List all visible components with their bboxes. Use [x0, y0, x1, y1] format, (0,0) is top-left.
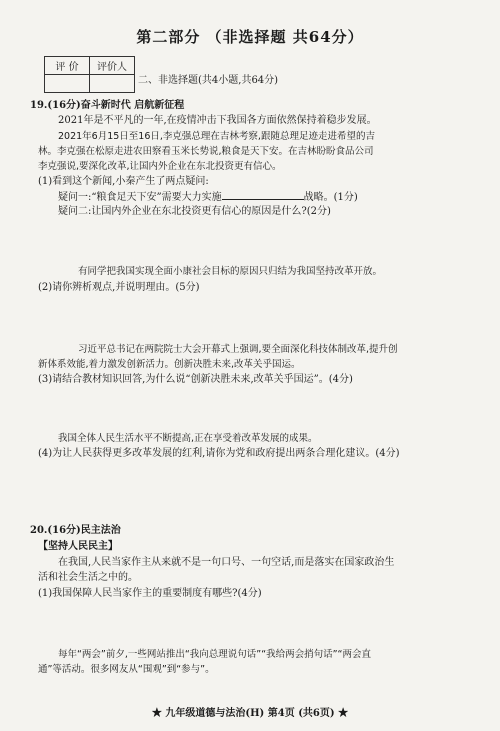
- score-cell: [90, 75, 135, 93]
- q19-doubt-1-text: 疑问一:“粮食足天下安”需要大力实施: [58, 192, 222, 203]
- score-header-pingjiaren: 评价人: [90, 57, 135, 75]
- q20-heading: 20.(16分)民主法治: [30, 525, 121, 536]
- q19-paragraph: 林。李克强在松原走进农田察看玉米长势说,粮食是天下安。在吉林盼盼食品公司: [38, 146, 374, 157]
- q19-doubt-1: [58, 189, 358, 205]
- q19-statement-3: 新体系效能,着力激发创新活力。创新决胜未来,改革关乎国运。: [38, 359, 301, 370]
- q19-subquestion-4: (4)为让人民获得更多改革发展的红利,请你为党和政府提出两条合理化建议。(4分): [38, 448, 400, 459]
- q19-statement-2: 有同学把我国实现全面小康社会目标的原因只归结为我国坚持改革开放。: [78, 266, 383, 277]
- score-header-pingjia: 评 价: [45, 57, 90, 75]
- q19-paragraph: 李克强说,要深化改革,让国内外企业在东北投资更有信心。: [38, 161, 282, 172]
- score-cell: [45, 75, 90, 93]
- q19-subquestion-1: (1)看到这个新闻,小秦产生了两点疑问:: [38, 176, 209, 187]
- q19-subquestion-3: (3)请结合教材知识回答,为什么说“创新决胜未来,改革关乎国运”。(4分): [38, 374, 353, 385]
- q20-paragraph: 活和社会生活之中的。: [38, 572, 138, 583]
- q19-paragraph: 2021年6月15日至16日,李克强总理在吉林考察,跟随总理足迹走进希望的吉: [58, 131, 375, 142]
- section-title: 二、非选择题(共4小题,共64分): [138, 75, 279, 86]
- q20-paragraph: 在我国,人民当家作主从来就不是一句口号、一句空话,而是落实在国家政治生: [58, 557, 395, 568]
- q19-statement-3: 习近平总书记在两院院士大会开幕式上强调,要全面深化科技体制改革,提升创: [78, 344, 398, 355]
- score-table: [44, 56, 135, 93]
- q20-subquestion-1: (1)我国保障人民当家作主的重要制度有哪些?(4分): [38, 588, 262, 599]
- answer-blank[interactable]: [222, 189, 304, 200]
- q20-paragraph: 每年“两会”前夕,一些网站推出“我向总理说句话”“我给两会捎句话”“两会直: [58, 649, 371, 660]
- q19-doubt-2: 疑问二:让国内外企业在东北投资更有信心的原因是什么?(2分): [58, 206, 331, 217]
- q19-subquestion-2: (2)请你辨析观点,并说明理由。(5分): [38, 282, 200, 293]
- page-title: 第二部分 （非选择题 共64分）: [136, 28, 364, 46]
- q19-paragraph: 2021年是不平凡的一年,在疫情冲击下我国各方面依然保持着稳步发展。: [58, 115, 377, 126]
- q19-statement-4: 我国全体人民生活水平不断提高,正在享受着改革发展的成果。: [58, 433, 318, 444]
- q20-paragraph: 通”等活动。很多网友从“围观”到“参与”。: [38, 664, 215, 675]
- q19-doubt-1-tail: 战略。(1分): [303, 192, 358, 203]
- page-footer: ★ 九年级道德与法治(H) 第4页 (共6页) ★: [151, 708, 349, 719]
- q19-heading: 19.(16分)奋斗新时代 启航新征程: [30, 100, 185, 111]
- q20-subheading: 【坚持人民民主】: [38, 541, 118, 552]
